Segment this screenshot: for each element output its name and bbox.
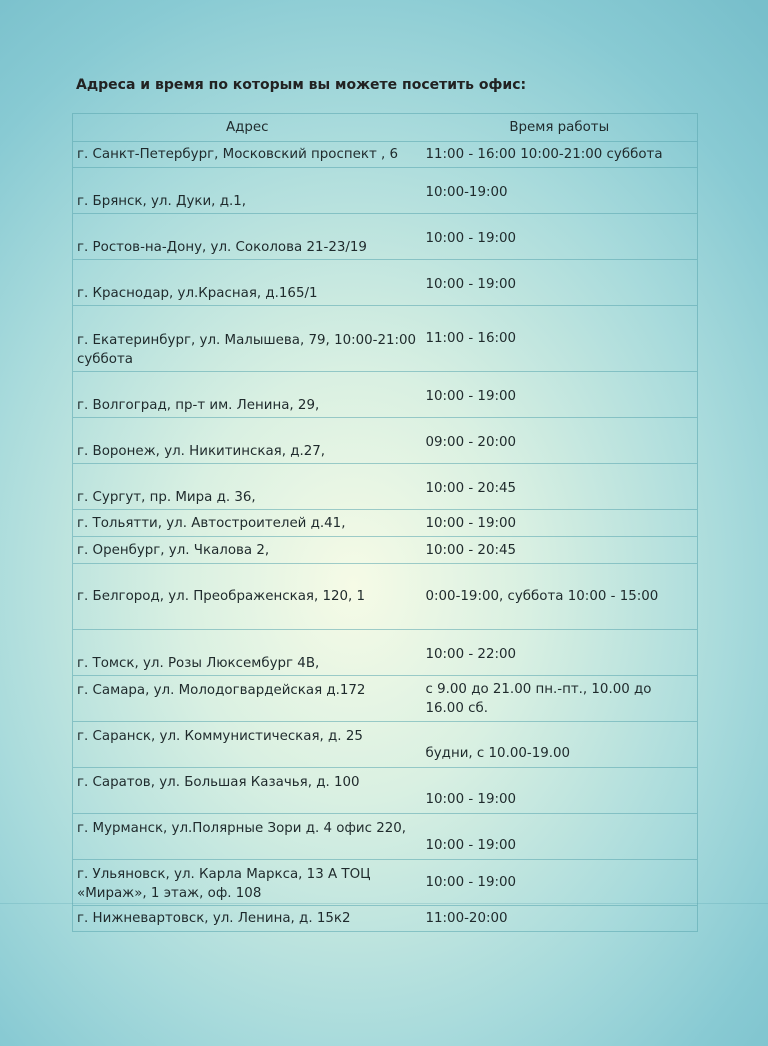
table-row <box>73 676 698 722</box>
time-cell: 10:00 - 20:45 <box>422 464 698 510</box>
time-column-header: Время работы <box>422 114 698 142</box>
address-cell: г. Краснодар, ул.Красная, д.165/1 <box>73 260 422 306</box>
table-row <box>73 722 698 768</box>
address-cell: г. Самара, ул. Молодогвардейская д.172 <box>73 676 422 722</box>
time-cell: с 9.00 до 21.00 пн.-пт., 10.00 до 16.00 сб. <box>422 676 698 722</box>
table-row <box>73 142 698 168</box>
table-row <box>73 168 698 214</box>
address-cell: г. Нижневартовск, ул. Ленина, д. 15к2 <box>73 906 422 932</box>
time-cell: 10:00-19:00 <box>422 168 698 214</box>
address-cell: г. Тольятти, ул. Автостроителей д.41, <box>73 510 422 537</box>
time-cell: 10:00 - 19:00 <box>422 214 698 260</box>
time-cell: 10:00 - 22:00 <box>422 630 698 676</box>
time-cell: 10:00 - 20:45 <box>422 537 698 564</box>
table-row <box>73 564 698 630</box>
address-cell: г. Екатеринбург, ул. Малышева, 79, 10:00-21:00 суббота <box>73 306 422 372</box>
time-cell: 10:00 - 19:00 <box>422 814 698 860</box>
time-cell: 10:00 - 19:00 <box>422 768 698 814</box>
time-cell: 11:00-20:00 <box>422 906 698 932</box>
time-cell: 10:00 - 19:00 <box>422 510 698 537</box>
table-row <box>73 906 698 932</box>
page-heading: Адреса и время по которым вы можете посетить офис: <box>76 77 527 93</box>
table-row <box>73 768 698 814</box>
table-row <box>73 630 698 676</box>
address-cell: г. Саратов, ул. Большая Казачья, д. 100 <box>73 768 422 814</box>
address-cell: г. Ульяновск, ул. Карла Маркса, 13 А ТОЦ «Мираж», 1 этаж, оф. 108 <box>73 860 422 906</box>
address-cell: г. Санкт-Петербург, Московский проспект , 6 <box>73 142 422 168</box>
time-cell: 10:00 - 19:00 <box>422 372 698 418</box>
address-cell: г. Волгоград, пр-т им. Ленина, 29, <box>73 372 422 418</box>
table-row <box>73 372 698 418</box>
address-cell: г. Ростов-на-Дону, ул. Соколова 21-23/19 <box>73 214 422 260</box>
address-cell: г. Томск, ул. Розы Люксембург 4В, <box>73 630 422 676</box>
table-row <box>73 537 698 564</box>
time-cell: 11:00 - 16:00 <box>422 306 698 372</box>
address-cell: г. Брянск, ул. Дуки, д.1, <box>73 168 422 214</box>
time-cell: 10:00 - 19:00 <box>422 260 698 306</box>
table-row <box>73 260 698 306</box>
address-cell: г. Оренбург, ул. Чкалова 2, <box>73 537 422 564</box>
time-cell: 0:00-19:00, суббота 10:00 - 15:00 <box>422 564 698 630</box>
table-row <box>73 814 698 860</box>
address-cell: г. Воронеж, ул. Никитинская, д.27, <box>73 418 422 464</box>
address-cell: г. Сургут, пр. Мира д. 36, <box>73 464 422 510</box>
address-column-header: Адрес <box>73 114 422 142</box>
time-cell: будни, с 10.00-19.00 <box>422 722 698 768</box>
table-row <box>73 510 698 537</box>
address-cell: г. Саранск, ул. Коммунистическая, д. 25 <box>73 722 422 768</box>
table-row <box>73 464 698 510</box>
address-cell: г. Белгород, ул. Преображенская, 120, 1 <box>73 564 422 630</box>
address-cell: г. Мурманск, ул.Полярные Зори д. 4 офис 220, <box>73 814 422 860</box>
table-row <box>73 214 698 260</box>
time-cell: 09:00 - 20:00 <box>422 418 698 464</box>
table-row <box>73 306 698 372</box>
offices-table <box>72 113 698 932</box>
table-header-row <box>73 114 698 142</box>
time-cell: 11:00 - 16:00 10:00-21:00 суббота <box>422 142 698 168</box>
table-row <box>73 860 698 906</box>
table-row <box>73 418 698 464</box>
time-cell: 10:00 - 19:00 <box>422 860 698 906</box>
